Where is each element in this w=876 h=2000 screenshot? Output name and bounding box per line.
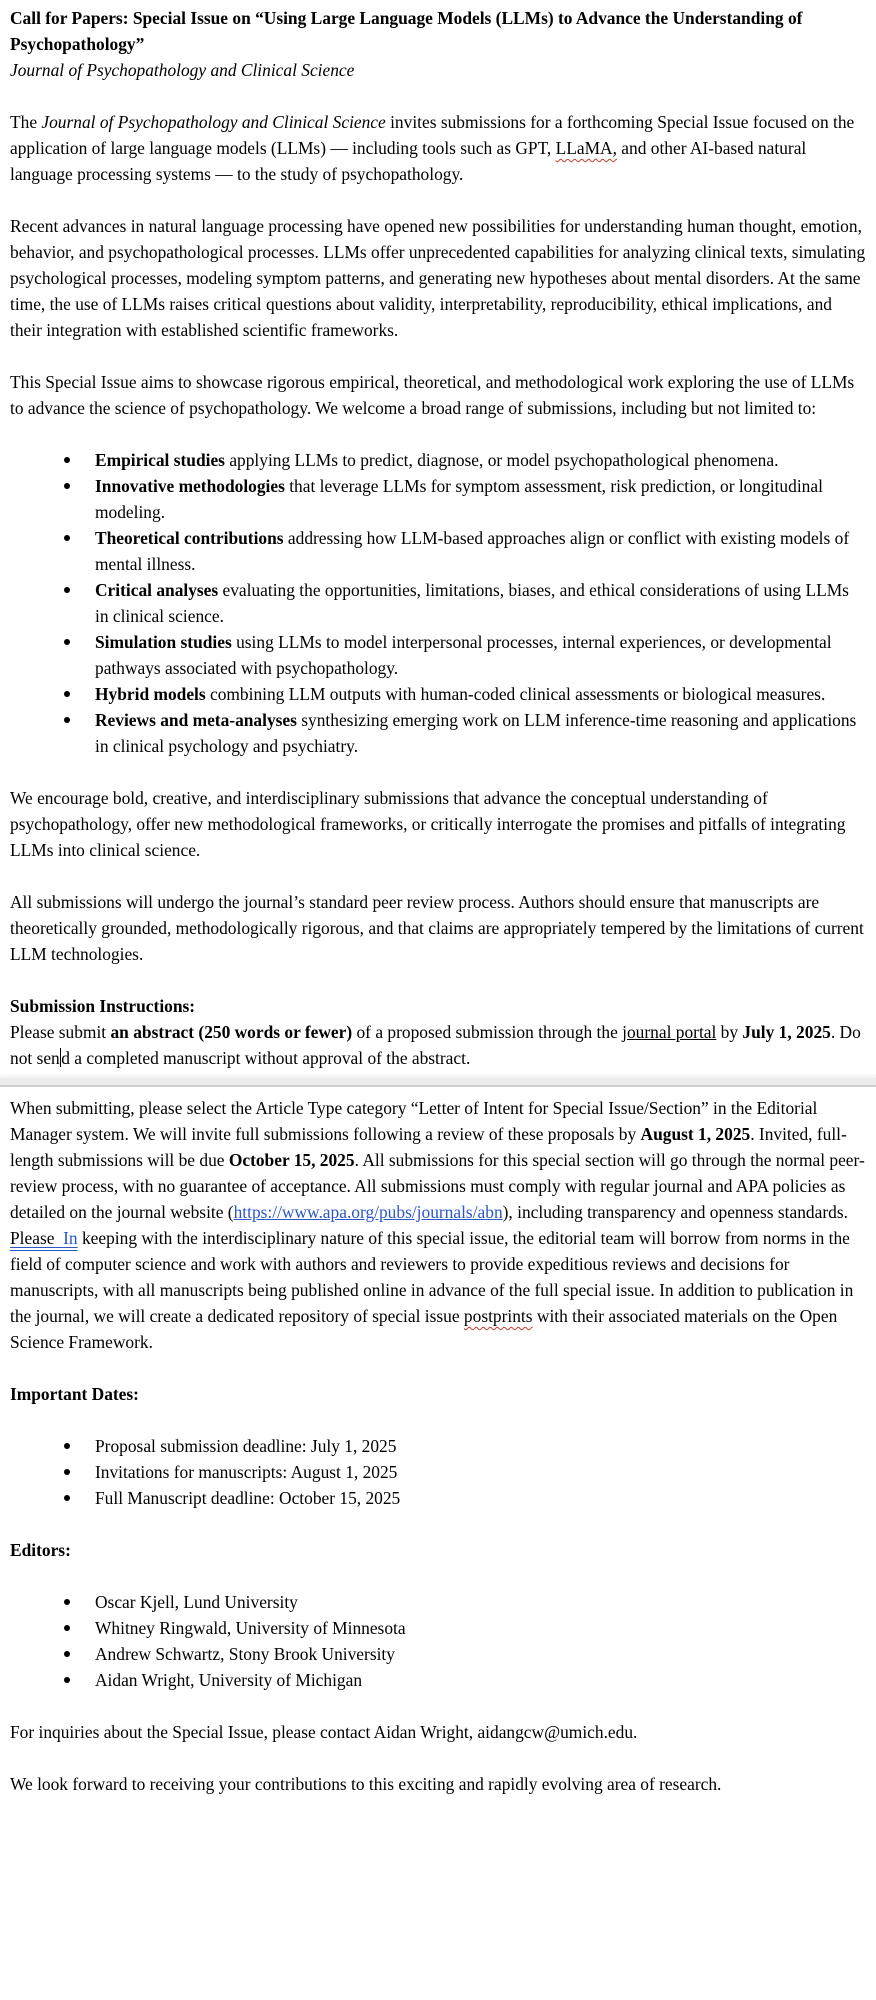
text-run: Andrew Schwartz, Stony Brook University — [95, 1644, 395, 1664]
text-run: . Invited, full-length submissions will be due — [10, 1124, 847, 1170]
italic-text-run: Journal of Psychopathology and Clinical Science — [10, 60, 355, 80]
intro-paragraph — [10, 109, 866, 187]
bold-text-run: Theoretical contributions — [95, 528, 284, 548]
submission-types-list — [10, 447, 866, 759]
list-item — [95, 681, 866, 707]
text-run: with their associated materials on the Open Science Framework. — [10, 1306, 838, 1352]
text-run: . All submissions for this special section will go through the normal peer-review process, with no guarantee of acceptance. All submissions must comply with regular journal and APA policies as detailed on the journal website ( — [10, 1150, 865, 1222]
list-item — [95, 447, 866, 473]
text-run: addressing how LLM-based approaches align or conflict with existing models of mental illness. — [95, 528, 850, 574]
underlined-text-run: journal portal — [622, 1022, 717, 1042]
list-item — [95, 1433, 866, 1459]
bold-text-run: Hybrid models — [95, 684, 206, 704]
text-run: by — [716, 1022, 743, 1042]
list-item — [95, 473, 866, 525]
closing-paragraph — [10, 1771, 866, 1797]
text-run: applying LLMs to predict, diagnose, or model psychopathological phenomena. — [224, 450, 779, 470]
list-item — [95, 1589, 866, 1615]
text-run: ), including transparency and openness standards. — [502, 1202, 848, 1222]
submission-instructions-heading — [10, 993, 866, 1019]
text-run: All submissions will undergo the journal’s standard peer review process. Authors should ensure that manuscripts are theoretically grounded, methodologically rigorous, and that claims are appropriately tempered by the limitations of current LLM technologies. — [10, 892, 864, 964]
bold-text-run: Simulation studies — [95, 632, 232, 652]
list-item — [95, 1485, 866, 1511]
bold-text-run: August 1, 2025 — [640, 1124, 751, 1144]
text-run: using LLMs to model interpersonal processes, internal experiences, or developmental pathways associated with psychopathology. — [95, 632, 832, 678]
bold-text-run: October 15, 2025 — [228, 1150, 355, 1170]
important-dates-list — [10, 1433, 866, 1511]
bold-text-run: Submission Instructions: — [10, 996, 196, 1016]
text-run: Oscar Kjell, Lund University — [95, 1592, 298, 1612]
text-run: keeping with the interdisciplinary nature of this special issue, the editorial team will borrow from norms in the field of computer science and work with authors and reviewers to provide expeditious reviews and decisions for manuscripts, with all manuscripts being published online in advance of the full special issue. In addition to publication in the journal, we will create a dedicated repository of special issue — [10, 1228, 854, 1326]
tracked-change-underline: Please — [10, 1228, 64, 1248]
page-break — [0, 1077, 876, 1087]
bold-text-run: Reviews and meta-analyses — [95, 710, 297, 730]
encouragement-paragraph — [10, 785, 866, 863]
text-run: This Special Issue aims to showcase rigorous empirical, theoretical, and methodological work exploring the use of LLMs to advance the science of psychopathology. We welcome a broad range of submissions, including but not limited to: — [10, 372, 855, 418]
text-run: When submitting, please select the Article Type category “Letter of Intent for Special Issue/Section” in the Editorial Manager system. We will invite full submissions following a review of these proposals by — [10, 1098, 818, 1144]
bold-text-run: July 1, 2025 — [742, 1022, 831, 1042]
text-run: that leverage LLMs for symptom assessment, risk prediction, or longitudinal modeling. — [95, 476, 823, 522]
list-item — [95, 1459, 866, 1485]
bold-text-run: Critical analyses — [95, 580, 219, 600]
text-run: We look forward to receiving your contributions to this exciting and rapidly evolving area of research. — [10, 1774, 722, 1794]
bold-text-run: Empirical studies — [95, 450, 225, 470]
list-item — [95, 707, 866, 759]
journal-subtitle — [10, 57, 866, 83]
text-run: For inquiries about the Special Issue, please contact Aidan Wright, aidangcw@umich.edu. — [10, 1722, 638, 1742]
list-item — [95, 577, 866, 629]
tracked-change-inserted-text: In — [63, 1228, 78, 1248]
bold-text-run: Editors: — [10, 1540, 71, 1560]
text-run: combining LLM outputs with human-coded clinical assessments or biological measures. — [205, 684, 826, 704]
editors-list — [10, 1589, 866, 1693]
submission-instructions-paragraph — [10, 1019, 866, 1071]
text-run: invites submissions for a forthcoming Special Issue focused on the application of large language models (LLMs) — including tools such as GPT, — [10, 112, 855, 158]
submitting-details-paragraph — [10, 1095, 866, 1355]
text-run: The — [10, 112, 42, 132]
text-run: Invitations for manuscripts: August 1, 2025 — [95, 1462, 398, 1482]
text-run: evaluating the opportunities, limitations, biases, and ethical considerations of using LLMs in clinical science. — [95, 580, 849, 626]
background-paragraph — [10, 213, 866, 343]
bold-text-run: Call for Papers: Special Issue on “Using Large Language Models (LLMs) to Advance the Understanding of Psychopathology” — [10, 8, 803, 54]
list-item — [95, 525, 866, 577]
editors-heading — [10, 1537, 866, 1563]
text-run: Proposal submission deadline: July 1, 2025 — [95, 1436, 397, 1456]
spellcheck-flagged-word: LLaMA, — [555, 138, 617, 158]
text-run: Recent advances in natural language processing have opened new possibilities for understanding human thought, emotion, behavior, and psychopathological processes. LLMs offer unprecedented capabilities for analyzing clinical texts, simulating psychological processes, modeling symptom patterns, and generating new hypotheses about mental disorders. At the same time, the use of LLMs raises critical questions about validity, interpretability, reproducibility, ethical implications, and their integration with established scientific frameworks. — [10, 216, 866, 340]
text-run: Please submit — [10, 1022, 111, 1042]
text-run: We encourage bold, creative, and interdisciplinary submissions that advance the conceptual understanding of psychopathology, offer new methodological frameworks, or critically interrogate the promises and pitfalls of integrating LLMs into clinical science. — [10, 788, 846, 860]
text-run: d a completed manuscript without approval of the abstract. — [61, 1048, 471, 1068]
text-run: Aidan Wright, University of Michigan — [95, 1670, 363, 1690]
bold-text-run: Important Dates: — [10, 1384, 139, 1404]
inquiries-paragraph — [10, 1719, 866, 1745]
list-item — [95, 1615, 866, 1641]
text-run: . Do not sen — [10, 1022, 861, 1068]
list-item — [95, 1641, 866, 1667]
text-run: and other AI-based natural language processing systems — to the study of psychopathology. — [10, 138, 807, 184]
text-run: Full Manuscript deadline: October 15, 2025 — [95, 1488, 401, 1508]
spellcheck-flagged-word: postprints — [463, 1306, 533, 1326]
document-title — [10, 5, 866, 57]
italic-text-run: Journal of Psychopathology and Clinical Science — [41, 112, 386, 132]
bold-text-run: an abstract (250 words or fewer) — [110, 1022, 353, 1042]
text-run: Whitney Ringwald, University of Minnesota — [95, 1618, 406, 1638]
text-run: of a proposed submission through the — [352, 1022, 623, 1042]
bold-text-run: Innovative methodologies — [95, 476, 285, 496]
hyperlink[interactable]: https://www.apa.org/pubs/journals/abn — [233, 1202, 503, 1222]
important-dates-heading — [10, 1381, 866, 1407]
aims-paragraph — [10, 369, 866, 421]
text-run: synthesizing emerging work on LLM inference-time reasoning and applications in clinical psychology and psychiatry. — [95, 710, 857, 756]
list-item — [95, 1667, 866, 1693]
list-item — [95, 629, 866, 681]
peer-review-paragraph — [10, 889, 866, 967]
